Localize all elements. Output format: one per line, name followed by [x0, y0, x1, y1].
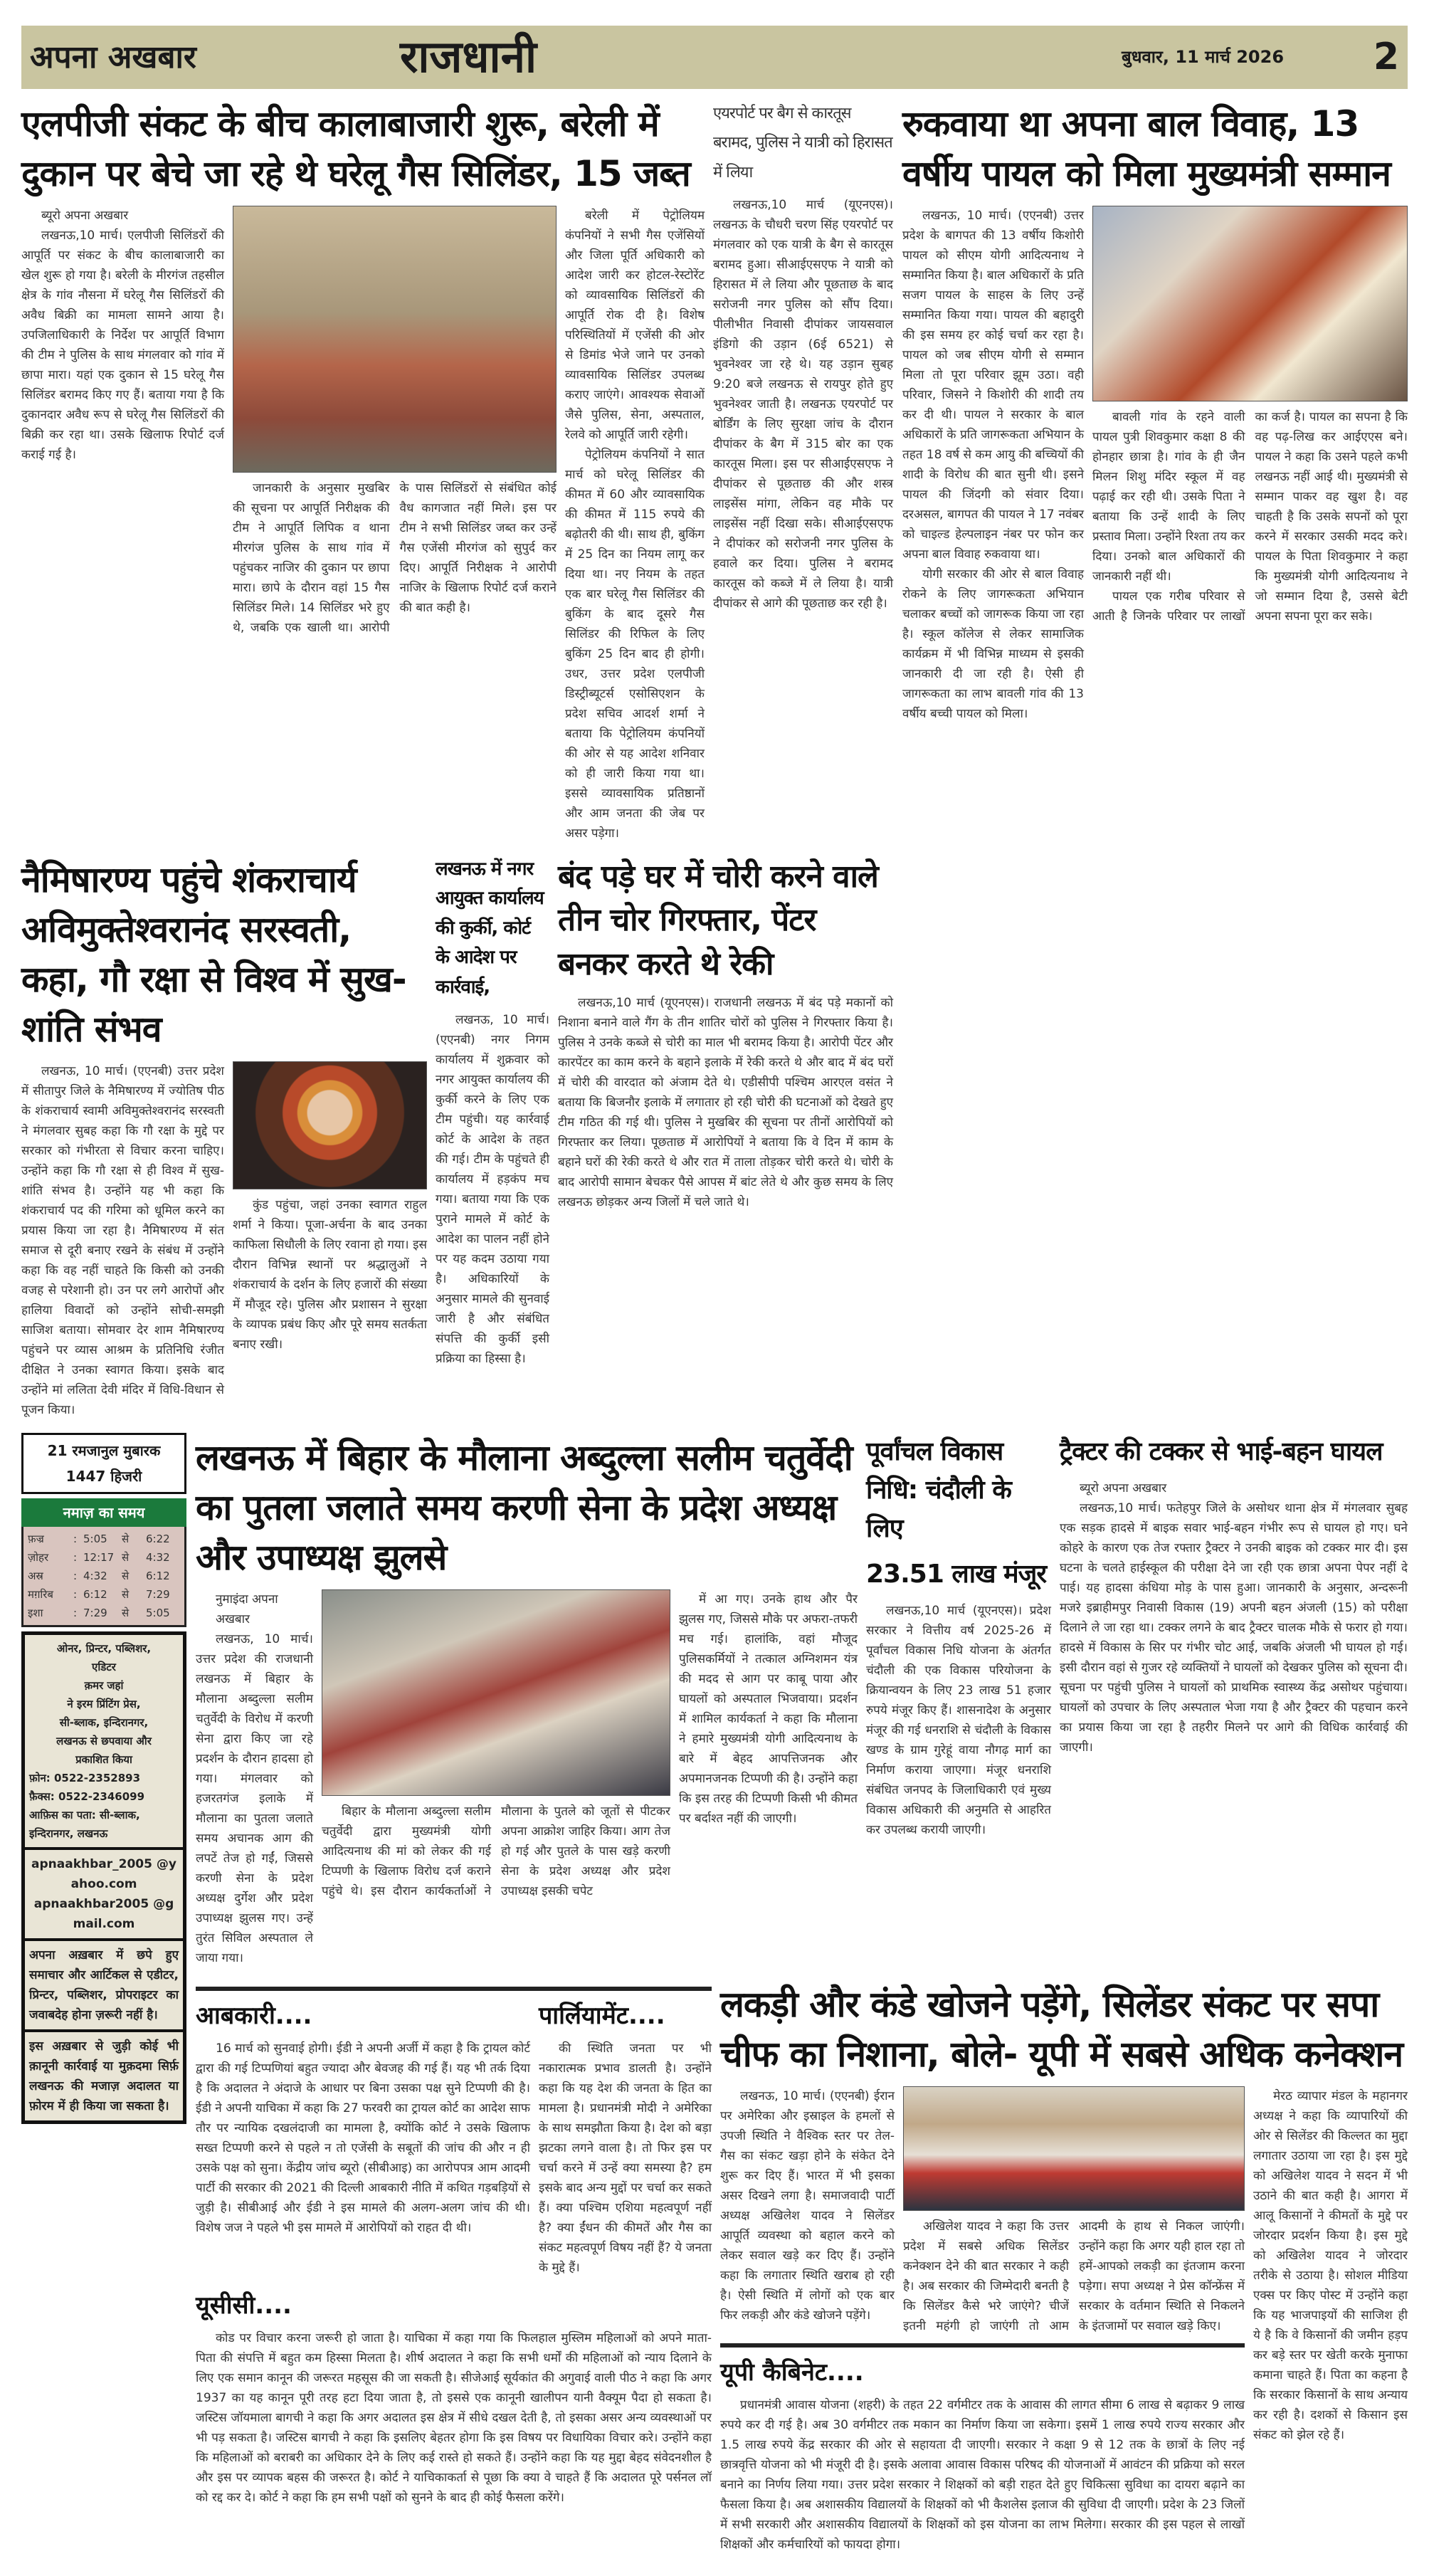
- namaz-row: इशा : 7:29 से 5:05: [28, 1604, 180, 1622]
- akhilesh-article: [720, 1980, 1408, 2555]
- paragraph: लखनऊ,10 मार्च (यूएनएस)। राजधानी लखनऊ में बंद पड़े मकानों को निशाना बनाने वाले गैंग के तीन शातिर चोरों को पुलिस ने गिरफ्तार किया है। पुलिस ने उनके कब्जे से चोरी का माल भी बरामद किया है। आरोपी पेंटर और कारपेंटर का काम करने के बहाने इलाके में रेकी करते थे और बाद में बंद घरों में चोरी की वारदात को अंजाम देते थे। एडीसीपी पश्चिम आरएल वसंत ने बताया कि बिजनौर इलाके में लगातार हो रही चोरी की घटनाओं को देखते हुए टीम गठित की गई थी। पुलिस ने मुखबिर की सूचना पर तीनों आरोपियों को गिरफ्तार कर लिया। पूछताछ में आरोपियों ने बताया कि वे दिन में काम के बहाने घरों की रेकी करते थे और रात में ताला तोड़कर चोरी करते थे। चोरी के बाद आरोपी सामान बेचकर पैसे आपस में बांट लेते थे और कुछ समय के लिए लखनऊ छोड़कर अन्य जिलों में चले जाते थे।: [558, 996, 893, 1210]
- paragraph: 16 मार्च को सुनवाई होगी। ईडी ने अपनी अर्जी में कहा है कि ट्रायल कोर्ट द्वारा की गई टिप्पणियां बहुत ज्यादा और बेवजह की गई हैं। यह भी तर्क दिया है कि अदालत ने अंदाजे के आधार पर बिना उसका पक्ष सुने टिप्पणी की है। ईडी ने अपनी याचिका में कहा कि 27 फरवरी का ट्रायल कोर्ट का आदेश साफ तौर पर न्यायिक दखलंदाजी का मामला है, क्योंकि कोर्ट ने उसके खिलाफ सख्त टिप्पणी करने से पहले न तो एजेंसी के सबूतों की जांच की और न ही उसके पक्ष को सुना। केंद्रीय जांच ब्यूरो (सीबीआइ) का आरोपपत्र आम आदमी पार्टी की सरकार की 2021 की दिल्ली आबकारी नीति में कथित गड़बड़ियों से जुड़ी है। सीबीआई और ईडी ने इस मामले की अलग-अलग जांच की थी। विशेष जज ने पहले भी इस मामले में आरोपियों को राहत दी थी।: [196, 2041, 530, 2235]
- paragraph: पायल एक गरीब परिवार से आती है जिनके परिवार पर लाखों का कर्ज है। पायल का सपना है कि वह पढ़-लिख कर आईएएस बने। पायल ने कहा कि उसने पहले कभी लखनऊ नहीं आई थी। मुख्यमंत्री से सम्मान पाकर वह खुश है। वह चाहती है कि उसके सपनों को पूरा करने में सरकार उसकी मदद करे। पायल के पिता शिवकुमार ने कहा कि मुख्यमंत्री योगी आदित्यनाथ ने जो सम्मान दिया है, उससे बेटी अपना सपना पूरा कर सके।: [1092, 409, 1408, 624]
- shankaracharya-article-col1: [21, 1061, 224, 1420]
- akhilesh-headline: लकड़ी और कंडे खोजने पड़ेंगे, सिलेंडर संकट पर सपा चीफ का निशाना, बोले- यूपी में सबसे अधिक कनेक्शन: [720, 1983, 1403, 2075]
- shankaracharya-article: [21, 855, 427, 1420]
- paragraph: लखनऊ, 10 मार्च। (एएनबी) उत्तर प्रदेश में सीतापुर जिले के नैमिषारण्य में ज्योतिष पीठ के शंकराचार्य स्वामी अविमुक्तेश्वरानंद सरस्वती ने मंगलवार सुबह कहा कि गौ रक्षा के मुद्दे पर सरकार को गंभीरता से विचार करना चाहिए। उन्होंने कहा कि गौ रक्षा से ही विश्व में सुख-शांति संभव है। उन्होंने यह भी कहा कि शंकराचार्य पद की गरिमा को धूमिल करने का प्रयास किया जा रहा है। नैमिषारण्य में संत समाज से दूरी बनाए रखने के संबंध में उन्होंने कहा कि वह नहीं चाहते कि किसी को उनकी वजह से परेशानी हो। उन पर लगे आरोपों और हालिया विवादों को उन्होंने सोची-समझी साजिश बताया। सोमवार देर शाम नैमिषारण्य पहुंचने पर व्यास आश्रम के प्रतिनिधि रंजीत दीक्षित ने उनका स्वागत किया। इसके बाद उन्होंने मां ललिता देवी मंदिर में विधि-विधान से पूजन किया।: [21, 1063, 224, 1417]
- hijri-day: 21 रमजानुल मुबारक: [47, 1441, 161, 1459]
- imprint-line: लखनऊ से छपवाया और: [56, 1734, 152, 1747]
- akhilesh-article-col2: [903, 2086, 1245, 2336]
- email-gmail[interactable]: apnaakhbar2005 @gmail.com: [33, 1896, 174, 1931]
- lower-main: [196, 1433, 1408, 2555]
- sep: से: [122, 1550, 130, 1564]
- prayer-name: फ़ज्र: [28, 1532, 44, 1545]
- effigy-article: [196, 1433, 858, 1968]
- paragraph: लखनऊ, 10 मार्च। (एएनबी) नगर निगम कार्यालय में शुक्रवार को नगर आयुक्त कार्यालय की कुर्की करने के लिए एक टीम पहुंची। यह कार्रवाई कोर्ट के आदेश के तहत की गई। टीम के पहुंचते ही कार्यालय में हड़कंप मच गया। बताया गया कि एक पुराने मामले में कोर्ट के आदेश का पालन नहीं होने पर यह कदम उठाया गया है। अधिकारियों के अनुसार मामले की सुनवाई जारी है और संबंधित संपत्ति की कुर्की इसी प्रक्रिया का हिस्सा है।: [436, 1012, 549, 1366]
- lpg-article-col1: [21, 206, 224, 465]
- section-title: राजधानी: [400, 31, 537, 83]
- namaz-row: ज़ोहर : 12:17 से 4:32: [28, 1548, 180, 1567]
- payal-headline: रुकवाया था अपना बाल विवाह, 13 वर्षीय पायल को मिला मुख्यमंत्री सम्मान: [902, 102, 1391, 194]
- issue-date: बुधवार, 11 मार्च 2026: [1122, 46, 1285, 67]
- protest-photo: [322, 1589, 670, 1796]
- section-divider: [720, 2343, 1245, 2348]
- lpg-body: [21, 206, 705, 843]
- hijri-date-box: [21, 1433, 186, 1494]
- imprint-line: सी-ब्लाक, इन्दिरानगर,: [59, 1715, 149, 1729]
- paragraph: मेरठ व्यापार मंडल के महानगर अध्यक्ष ने कहा कि व्यापारियों की ओर से सिलेंडर की किल्लत का मुद्दा लगातार उठाया जा रहा है। इस मुद्दे को अखिलेश यादव ने सदन में भी उठाने की बात कही है। आगरा में आलू किसानों ने कीमतों के मुद्दे पर जोरदार प्रदर्शन किया है। इस मुद्दे को अखिलेश यादव ने जोरदार तरीके से उठाया है। सोशल मीडिया एक्स पर किए पोस्ट में उन्होंने कहा कि यह भाजपाइयों की साजिश ही ये है कि वे किसानों की जमीन हड़प कर बड़े स्तर पर खेती करके मुनाफा कमाना चाहते हैं। पिता का कहना है कि सरकार किसानों के साथ अन्याय कर रही है। दशकों से किसान इस संकट को झेल रहे हैं।: [1253, 2088, 1408, 2442]
- purvanchal-article: [866, 1433, 1051, 1840]
- abkari-heading: आबकारी....: [196, 2001, 312, 2030]
- prayer-end: 6:12: [146, 1569, 170, 1582]
- lpg-headline: एलपीजी संकट के बीच कालाबाजारी शुरू, बरेली में दुकान पर बेचे जा रहे थे घरेलू गैस सिलिंडर, 15 जब्त: [21, 102, 690, 194]
- cylinders-photo: [233, 206, 557, 473]
- ucc-heading: यूसीसी....: [196, 2291, 292, 2320]
- tractor-headline: ट्रैक्टर की टक्कर से भाई-बहन घायल: [1060, 1436, 1383, 1466]
- row-fourth: [196, 1980, 1408, 2555]
- paragraph: लखनऊ,10 मार्च (यूएनएस)। प्रदेश सरकार ने वित्तीय वर्ष 2025-26 में पूर्वांचल विकास निधि योजना के अंतर्गत चंदौली की एक विकास परियोजना के क्रियान्वयन के लिए 23 लाख 51 हजार रुपये मंजूर किए हैं। शासनादेश के अनुसार मंजूर की गई धनराशि से चंदौली के विकास खण्ड के ग्राम गुरेहूं वाया नौगढ़ मार्ग का निर्माण कराया जाएगा। मंजूर धनराशि संबंधित जनपद के जिलाधिकारी एवं मुख्य विकास अधिकारी की अनुमति से आहरित कर उपलब्ध करायी जाएगी।: [866, 1603, 1051, 1837]
- thieves-headline: बंद पड़े घर में चोरी करने वाले तीन चोर गिरफ्तार, पेंटर बनकर करते थे रेकी: [558, 858, 878, 982]
- namaz-title: नमाज़ का समय: [21, 1498, 186, 1527]
- purvanchal-subhead: 23.51 लाख मंजूर: [866, 1559, 1047, 1589]
- prayer-end: 5:05: [146, 1606, 170, 1619]
- effigy-article-col2: [322, 1589, 670, 1901]
- phone-number: फ़ोन: 0522-2352893: [29, 1771, 141, 1784]
- section-divider: [196, 1987, 712, 1991]
- newspaper-brand: अपना अखबार: [30, 38, 196, 75]
- sidebar: [21, 1433, 186, 2124]
- effigy-article-col1: [196, 1589, 313, 1968]
- imprint-box: [21, 1631, 186, 2124]
- tractor-article: [1060, 1433, 1408, 1757]
- lpg-article-col3: [565, 206, 705, 843]
- effigy-headline: लखनऊ में बिहार के मौलाना अब्दुल्ला सलीम चतुर्वेदी का पुतला जलाते समय करणी सेना के प्रदेश अध्यक्ष और उपाध्यक्ष झुलसे: [196, 1436, 853, 1578]
- sep: से: [122, 1532, 130, 1545]
- prayer-name: मग़रिब: [28, 1587, 54, 1601]
- namaz-times: [21, 1527, 186, 1627]
- disclaimer-editorial: अपना अख़बार में छपे हुए समाचार और आर्टिकल से एडीटर, प्रिन्टर, पब्लिशर, प्रोपराइटर का जवाबदेह होना ज़रूरी नहीं है।: [25, 1941, 183, 2032]
- imprint-line: एडिटर: [92, 1660, 116, 1673]
- sep: से: [122, 1606, 130, 1619]
- byline: नुमाइंदा अपना अखबार: [216, 1592, 278, 1626]
- imprint-line: क़मर जहां: [84, 1678, 124, 1692]
- cabinet-article: [720, 2355, 1245, 2555]
- continued-stories: [196, 1980, 712, 2508]
- imprint-line: ने इरम प्रिंटिंग प्रेस,: [67, 1697, 141, 1710]
- nagar-headline: लखनऊ में नगर आयुक्त कार्यालय की कुर्की, कोर्ट के आदेश पर कार्रवाई,: [436, 858, 544, 998]
- cabinet-heading: यूपी कैबिनेट....: [720, 2357, 864, 2387]
- paragraph: लखनऊ, 10 मार्च। उत्तर प्रदेश की राजधानी लखनऊ में बिहार के मौलाना अब्दुल्ला सलीम चतुर्वेदी के विरोध में करणी सेना द्वारा किए जा रहे प्रदर्शन के दौरान हादसा हो गया। मंगलवार को हजरतगंज इलाके में मौलाना का पुतला जलाते समय अचानक आग की लपटें तेज हो गईं, जिससे करणी सेना के प्रदेश अध्यक्ष दुर्गेश और प्रदेश उपाध्यक्ष झुलस गए। उन्हें तुरंत सिविल अस्पताल ले जाया गया।: [196, 1631, 313, 1965]
- airport-headline: एयरपोर्ट पर बैग से कारतूस बरामद, पुलिस ने यात्री को हिरासत में लिया: [713, 104, 892, 182]
- ucc-article: [196, 2288, 712, 2508]
- shankaracharya-photo: [233, 1061, 427, 1189]
- shankaracharya-headline: नैमिषारण्य पहुंचे शंकराचार्य अविमुक्तेश्वरानंद सरस्वती, कहा, गौ रक्षा से विश्व में सुख-शांति संभव: [21, 858, 406, 1050]
- paragraph: कोड पर विचार करना जरूरी हो जाता है। याचिका में कहा गया कि फिलहाल मुस्लिम महिलाओं को अपने माता-पिता की संपत्ति में बहुत कम हिस्सा मिलता है। शीर्ष अदालत ने कहा कि सभी धर्मों की महिलाओं को न्याय दिलाने के लिए एक समान कानून की जरूरत महसूस की जा सकती है। सीजेआई सूर्यकांत की अगुवाई वाली पीठ ने कहा कि अगर 1937 का यह कानून पूरी तरह हटा दिया जाता है, तो इससे एक कानूनी खालीपन यानी वैक्यूम पैदा हो सकता है। जस्टिस जॉयमाला बागची ने कहा कि अगर अदालत इस क्षेत्र में सीधे दखल देती है, तो इसका असर अन्य व्यवस्थाओं पर भी पड़ सकता है। जस्टिस बागची ने कहा कि इसलिए बेहतर होगा कि इस विषय पर विधायिका विचार करे। उन्होंने कहा कि महिलाओं को बराबरी का अधिकार देने के लिए कई रास्ते हो सकते हैं। उन्होंने कहा कि यह मुद्दा बेहद संवेदनशील है और इस पर व्यापक बहस की जरूरत है। कोर्ट ने याचिकाकर्ता से पूछा कि क्या वे चाहते हैं कि अदालत पूरे पर्सनल लॉ को रद्द कर दे। कोर्ट ने कहा कि हम सभी पक्षों को सुनने के बाद ही कोई फैसला करेंगे।: [196, 2330, 712, 2505]
- row-lead: [21, 99, 893, 843]
- byline: ब्यूरो अपना अखबार: [1080, 1481, 1167, 1495]
- page-number: 2: [1373, 35, 1399, 78]
- prayer-name: इशा: [28, 1606, 43, 1619]
- parliament-article: [539, 1998, 712, 2278]
- parliament-heading: पार्लियामेंट....: [539, 2001, 665, 2030]
- office-address: आफ़िस का पता: सी-ब्लाक, इन्दिरानगर, लखनऊ: [29, 1808, 140, 1840]
- sep: से: [122, 1569, 130, 1582]
- disclaimer-jurisdiction: इस अख़बार से जुड़ी कोई भी क़ानूनी कार्रवाई या मुक़दमा सिर्फ़ लखनऊ की मजाज़ अदालत या फ़ोरम में ही किया जा सकता है।: [29, 2039, 179, 2113]
- shankaracharya-article-col2: [233, 1061, 427, 1355]
- top-left-stack: [21, 99, 893, 1420]
- imprint-line: ओनर, प्रिन्टर, पब्लिशर,: [56, 1641, 152, 1655]
- paragraph: लखनऊ, 10 मार्च। (एएनबी) उत्तर प्रदेश के बागपत की 13 वर्षीय किशोरी पायल को सीएम योगी आदित्यनाथ ने सम्मानित किया है। बाल अधिकारों के प्रति सजग पायल के साहस के लिए उन्हें सम्मानित किया गया। पायल की बहादुरी की इस समय हर कोई चर्चा कर रहा है। पायल को जब सीएम योगी से सम्मान मिला तो पूरा परिवार झूम उठा। वही परिवार, जिसने ने किशोरी की शादी तय कर दी थी। पायल ने सरकार के बाल अधिकारों के प्रति जागरूकता अभियान के तहत 18 वर्ष से कम आयु की बच्चियों की शादी के विरोध की बात सुनी थी। इसने पायल की जिंदगी को संवार दिया। दरअसल, बागपत की पायल ने 17 नवंबर को चाइल्ड हेल्पलाइन नंबर पर फोन कर अपना बाल विवाह रुकवाया था।: [902, 208, 1084, 562]
- paragraph: लखनऊ,10 मार्च (यूएनएस)। लखनऊ के चौधरी चरण सिंह एयरपोर्ट पर मंगलवार को एक यात्री के बैग से कारतूस बरामद हुआ। सीआईएसएफ ने यात्री को हिरासत में ले लिया और पूछताछ के बाद सरोजनी नगर पुलिस को सौंप दिया। पीलीभीत निवासी दीपांकर जायसवाल इंडिगो की उड़ान (6ई 6521) से भुवनेश्वर जा रहे थे। यह उड़ान सुबह 9:20 बजे लखनऊ से रायपुर होते हुए भुवनेश्वर जाती है। लखनऊ एयरपोर्ट पर बोर्डिंग के लिए सुरक्षा जांच के दौरान दीपांकर के बैग में 315 बोर का एक कारतूस मिला। इस पर सीआईएसएफ ने दीपांकर से पूछताछ की और शस्त्र लाइसेंस मांगा, लेकिन वह मौके पर लाइसेंस नहीं दिखा सके। सीआईएसएफ ने दीपांकर को सरोजनी नगर पुलिस के हवाले कर दिया। पुलिस ने बरामद कारतूस को कब्जे में ले लिया है। यात्री दीपांकर से आगे की पूछताछ कर रही है।: [713, 197, 893, 611]
- prayer-end: 6:22: [146, 1532, 170, 1545]
- prayer-start: 6:12: [83, 1587, 107, 1601]
- paragraph: जानकारी के अनुसार मुखबिर की सूचना पर आपूर्ति निरीक्षक की टीम ने आपूर्ति लिपिक व थाना मीरगंज पुलिस के साथ गांव में पहुंचकर नाजिर की दुकान पर छापा मारा। छापे के दौरान वहां 15 गैस सिलिंडर मिले। 14 सिलिंडर भरे हुए थे, जबकि एक खाली था। आरोपी के पास सिलिंडरों से संबंधित कोई वैध कागजात नहीं मिले। इस पर टीम ने सभी सिलिंडर जब्त कर उन्हें गैस एजेंसी मीरगंज को सुपुर्द कर दिए। आपूर्ति निरीक्षक ने आरोपी नाजिर के खिलाफ रिपोर्ट दर्ज कराने की बात कही है।: [233, 480, 557, 635]
- paragraph: लखनऊ,10 मार्च। एलपीजी सिलिंडरों की आपूर्ति पर संकट के बीच कालाबाजारी का खेल शुरू हो गया है। बरेली के मीरगंज तहसील क्षेत्र के गांव नौसना में घरेलू गैस सिलिंडरों की अवैध बिक्री का मामला सामने आया है। उपजिलाधिकारी के निर्देश पर आपूर्ति विभाग की टीम ने पुलिस के साथ मंगलवार को गांव में छापा मारा। यहां एक दुकान से 15 घरेलू गैस सिलिंडर बरामद किए गए हैं। बताया गया है कि दुकानदार अवैध रूप से घरेलू गैस सिलिंडरों की बिक्री कर रहा था। उसके खिलाफ रिपोर्ट दर्ज कराई गई है।: [21, 228, 224, 462]
- masthead: [21, 26, 1408, 89]
- imprint-line: प्रकाशित किया: [75, 1752, 132, 1766]
- prayer-end: 4:32: [146, 1550, 170, 1564]
- prayer-start: 4:32: [83, 1569, 107, 1582]
- paragraph: कुंड पहुंचा, जहां उनका स्वागत राहुल शर्मा ने किया। पूजा-अर्चना के बाद उनका काफिला सिधौली के लिए रवाना हो गया। इस दौरान विभिन्न स्थानों पर श्रद्धालुओं ने शंकराचार्य के दर्शन के लिए हजारों की संख्या में मौजूद रहे। पुलिस और प्रशासन ने सुरक्षा के व्यापक प्रबंध किए और पूरे समय सतर्कता बनाए रखी।: [233, 1197, 427, 1352]
- fax-number: फ़ैक्स: 0522-2346099: [29, 1789, 145, 1803]
- top-section: [21, 99, 1408, 1420]
- namaz-row: मग़रिब : 6:12 से 7:29: [28, 1585, 180, 1604]
- payal-article: [902, 99, 1408, 724]
- emails: [25, 1850, 183, 1941]
- namaz-row: अस्र : 4:32 से 6:12: [28, 1567, 180, 1585]
- paragraph: बिहार के मौलाना अब्दुल्ला सलीम चतुर्वेदी द्वारा मुख्यमंत्री योगी आदित्यनाथ की मां को लेकर की गई टिप्पणी के खिलाफ विरोध दर्ज कराने पहुंचे थे। इस दौरान कार्यकर्ताओं ने मौलाना के पुतले को जूतों से पीटकर अपना आक्रोश जाहिर किया। आग तेज हो गई और पुतले के पास खड़े करणी सेना के प्रदेश अध्यक्ष और प्रदेश उपाध्यक्ष इसकी चपेट: [322, 1804, 670, 1898]
- payal-article-col2: [1092, 206, 1408, 626]
- sep: से: [122, 1587, 130, 1601]
- paragraph: प्रधानमंत्री आवास योजना (शहरी) के तहत 22 वर्गमीटर तक के आवास की लागत सीमा 6 लाख से बढ़ाकर 9 लाख रुपये कर दी गई है। अब 30 वर्गमीटर तक मकान का निर्माण किया जा सकेगा। इसमें 1 लाख रुपये राज्य सरकार और 1.5 लाख रुपये केंद्र सरकार की ओर से सहायता दी जाएगी। सरकार ने कक्षा 9 से 12 तक के छात्रों के लिए नई छात्रवृत्ति योजना को भी मंजूरी दी है। इसके अलावा आवास विकास परिषद की योजनाओं में आवंटन की प्रक्रिया को सरल बनाने का निर्णय लिया गया। उत्तर प्रदेश सरकार ने शिक्षकों को बड़ी राहत देते हुए चिकित्सा सुविधा का दायरा बढ़ाने का फैसला किया है। अब अशासकीय विद्यालयों के शिक्षकों को भी कैशलेस इलाज की सुविधा दी जाएगी। प्रदेश के 23 जिलों में सभी सरकारी और अशासकीय विद्यालयों के शिक्षकों को इस योजना का लाभ मिलेगा। सरकार की इस पहल से लाखों शिक्षकों और कर्मचारियों को फायदा होगा।: [720, 2397, 1245, 2552]
- paragraph: में आ गए। उनके हाथ और पैर झुलस गए, जिससे मौके पर अफरा-तफरी मच गई। हालांकि, वहां मौजूद पुलिसकर्मियों ने तत्काल अग्निशमन यंत्र की मदद से आग पर काबू पाया और घायलों को अस्पताल भिजवाया। प्रदर्शन में शामिल कार्यकर्ता ने कहा कि मौलाना ने हमारे मुख्यमंत्री योगी आदित्यनाथ के बारे में बेहद आपत्तिजनक और अपमानजनक टिप्पणी की है। उन्होंने कहा कि इस तरह की टिप्पणी किसी भी कीमत पर बर्दाश्त नहीं की जाएगी।: [679, 1592, 858, 1826]
- press-conference-photo: [903, 2086, 1245, 2211]
- paragraph: लखनऊ, 10 मार्च। (एएनबी) ईरान पर अमेरिका और इस्राइल के हमलों से उपजी स्थिति ने वैश्विक स्तर पर तेल-गैस का संकट खड़ा होने के संकेत देने शुरू कर दिए हैं। भारत में भी इसका असर दिखने लगा है। समाजवादी पार्टी अध्यक्ष अखिलेश यादव ने सिलेंडर आपूर्ति व्यवस्था को बहाल करने को लेकर सवाल खड़े कर दिए हैं। उन्होंने कहा कि लगातार स्थिति खराब हो रही है। ऐसी स्थिति में लोगों को एक बार फिर लकड़ी और कंडे खोजने पड़ेंगे।: [720, 2088, 895, 2323]
- effigy-article-col3: [679, 1589, 858, 1829]
- paragraph: अखिलेश यादव ने कहा कि उत्तर प्रदेश में सबसे अधिक सिलेंडर कनेक्शन देने की बात सरकार ने कही है। अब सरकार की जिम्मेदारी बनती है कि सिलेंडर कैसे भरे जाएंगे? चीजें इतनी महंगी हो जाएंगी तो आम आदमी के हाथ से निकल जाएंगी। उन्होंने कहा कि अगर यही हाल रहा तो हमें-आपको लकड़ी का इंतजाम करना पड़ेगा। सपा अध्यक्ष ने प्रेस कॉन्फ्रेंस में सरकार के वर्तमान स्थिति से निकलने के इंतजामों पर सवाल खड़े किए।: [903, 2219, 1245, 2333]
- paragraph: की स्थिति जनता पर भी नकारात्मक प्रभाव डालती है। उन्होंने कहा कि यह देश की जनता के हित का मामला है। प्रधानमंत्री मोदी ने अमेरिका के साथ समझौता किया है। देश को बड़ा झटका लगने वाला है। तो फिर इस पर चर्चा करने में उन्हें क्या समस्या है? हम इसके बाद अन्य मुद्दों पर चर्चा कर सकते हैं। क्या पश्चिम एशिया महत्वपूर्ण नहीं है? क्या ईंधन की कीमतें और गैस का संकट महत्वपूर्ण विषय नहीं हैं? ये जनता के मुद्दे हैं।: [539, 2041, 712, 2275]
- paragraph: पेट्रोलियम कंपनियों ने सात मार्च को घरेलू सिलिंडर की कीमत में 60 और व्यावसायिक की कीमत में 115 रुपये की बढ़ोतरी की थी। साथ ही, बुकिंग में 25 दिन का नियम लागू कर दिया था। नए नियम के तहत एक बार घरेलू गैस सिलिंडर की बुकिंग के बाद दूसरे गैस सिलिंडर की रिफिल के लिए बुकिंग 25 दिन बाद ही होगी। उधर, उत्तर प्रदेश एलपीजी डिस्ट्रीब्यूटर्स एसोसिएशन के प्रदेश सचिव आदर्श शर्मा ने बताया कि पेट्रोलियम कंपनियों की ओर से यह आदेश शनिवार को ही जारी किया गया था। इससे व्यावसायिक प्रतिष्ठानों और आम जनता की जेब पर असर पड़ेगा।: [565, 447, 705, 841]
- row-second: [21, 855, 893, 1420]
- lpg-article: [21, 99, 705, 843]
- payal-article-col1: [902, 206, 1084, 724]
- nagar-article: [436, 855, 549, 1369]
- lower-section: [21, 1433, 1408, 2555]
- publisher-info: [25, 1635, 183, 1850]
- lpg-article-col2: [233, 206, 557, 638]
- row-third: [196, 1433, 1408, 1968]
- namaz-row: फ़ज्र : 5:05 से 6:22: [28, 1530, 180, 1548]
- prayer-end: 7:29: [146, 1587, 170, 1601]
- akhilesh-article-col3: [1253, 2086, 1408, 2445]
- purvanchal-headline: पूर्वांचल विकास निधि: चंदौली के लिए: [866, 1436, 1011, 1543]
- cm-award-photo: [1092, 206, 1408, 401]
- hijri-year: 1447 हिजरी: [65, 1467, 142, 1485]
- akhilesh-article-col1: [720, 2086, 895, 2325]
- paragraph: लखनऊ,10 मार्च। फतेहपुर जिले के असोथर थाना क्षेत्र में मंगलवार सुबह एक सड़क हादसे में बाइक सवार भाई-बहन गंभीर रूप से घायल हो गए। घने कोहरे के कारण एक तेज रफ्तार ट्रैक्टर ने उनकी बाइक को टक्कर मार दी। इस घटना के चलते हाईस्कूल की परीक्षा देने जा रही एक छात्रा अपना पेपर नहीं दे पाई। यह हादसा कंधिया मोड़ के पास हुआ। जानकारी के अनुसार, अन्दरूनी मजरे इब्राहीमपुर निवासी विकास (19) अपनी बहन अंजली (15) को परीक्षा दिलाने ले जा रहा था। टक्कर लगने के बाद ट्रैक्टर चालक मौके से फरार हो गया। हादसे में विकास के सिर पर गंभीर चोट आई, जबकि अंजली भी घायल हो गई। इसी दौरान वहां से गुजर रहे व्यक्तियों ने घायलों को देखकर पुलिस को सूचना दी। सूचना पर पहुंची पुलिस ने घायलों को प्राथमिक स्वास्थ्य केंद्र असोथर पहुंचाया। घायलों को उपचार के लिए अस्पताल भेजा गया है और ट्रैक्टर की पहचान करने का प्रयास किया जा रहा है तहरीर मिलने पर आगे की विधिक कार्रवाई की जाएगी।: [1060, 1500, 1408, 1755]
- prayer-start: 12:17: [83, 1550, 115, 1564]
- thieves-article: [558, 855, 893, 1213]
- prayer-name: अस्र: [28, 1569, 43, 1582]
- airport-article: [713, 99, 893, 614]
- prayer-name: ज़ोहर: [28, 1550, 49, 1564]
- paragraph: योगी सरकार की ओर से बाल विवाह रोकने के लिए जागरूकता अभियान चलाकर बच्चों को जागरूक किया जा रहा है। स्कूल कॉलेज से लेकर सामाजिक कार्यक्रम में भी विभिन्न माध्यम से इसकी जानकारी दी जा रही है। ऐसी ही जागरूकता का लाभ बावली गांव की 13 वर्षीय बच्ची पायल को मिला।: [902, 567, 1084, 721]
- prayer-start: 5:05: [83, 1532, 107, 1545]
- paragraph: बरेली में पेट्रोलियम कंपनियों ने सभी गैस एजेंसियों और जिला पूर्ति अधिकारी को आदेश जारी कर होटल-रेस्टोरेंट को व्यावसायिक सिलिंडरों की आपूर्ति रोक दी है। विशेष परिस्थितियों में एजेंसी की ओर से डिमांड भेजे जाने पर उनको व्यावसायिक सिलिंडर उपलब्ध कराए जाएंगे। आवश्यक सेवाओं जैसे पुलिस, सेना, अस्पताल, रेलवे को आपूर्ति जारी रहेगी।: [565, 208, 705, 442]
- byline: ब्यूरो अपना अखबार: [41, 208, 129, 223]
- paragraph: बावली गांव के रहने वाली पायल पुत्री शिवकुमार कक्षा 8 की होनहार छात्रा है। गांव के ही जैन मिलन शिशु मंदिर स्कूल में वह पढ़ाई कर रही थी। उसके पिता ने बताया कि उन्हें शादी के लिए प्रस्ताव मिला। उन्होंने रिश्ता तय कर दिया। उनको बाल अधिकारों की जानकारी नहीं थी।: [1092, 409, 1245, 584]
- abkari-article: [196, 1998, 530, 2238]
- prayer-start: 7:29: [83, 1606, 107, 1619]
- email-yahoo[interactable]: apnaakhbar_2005 @yahoo.com: [31, 1856, 176, 1891]
